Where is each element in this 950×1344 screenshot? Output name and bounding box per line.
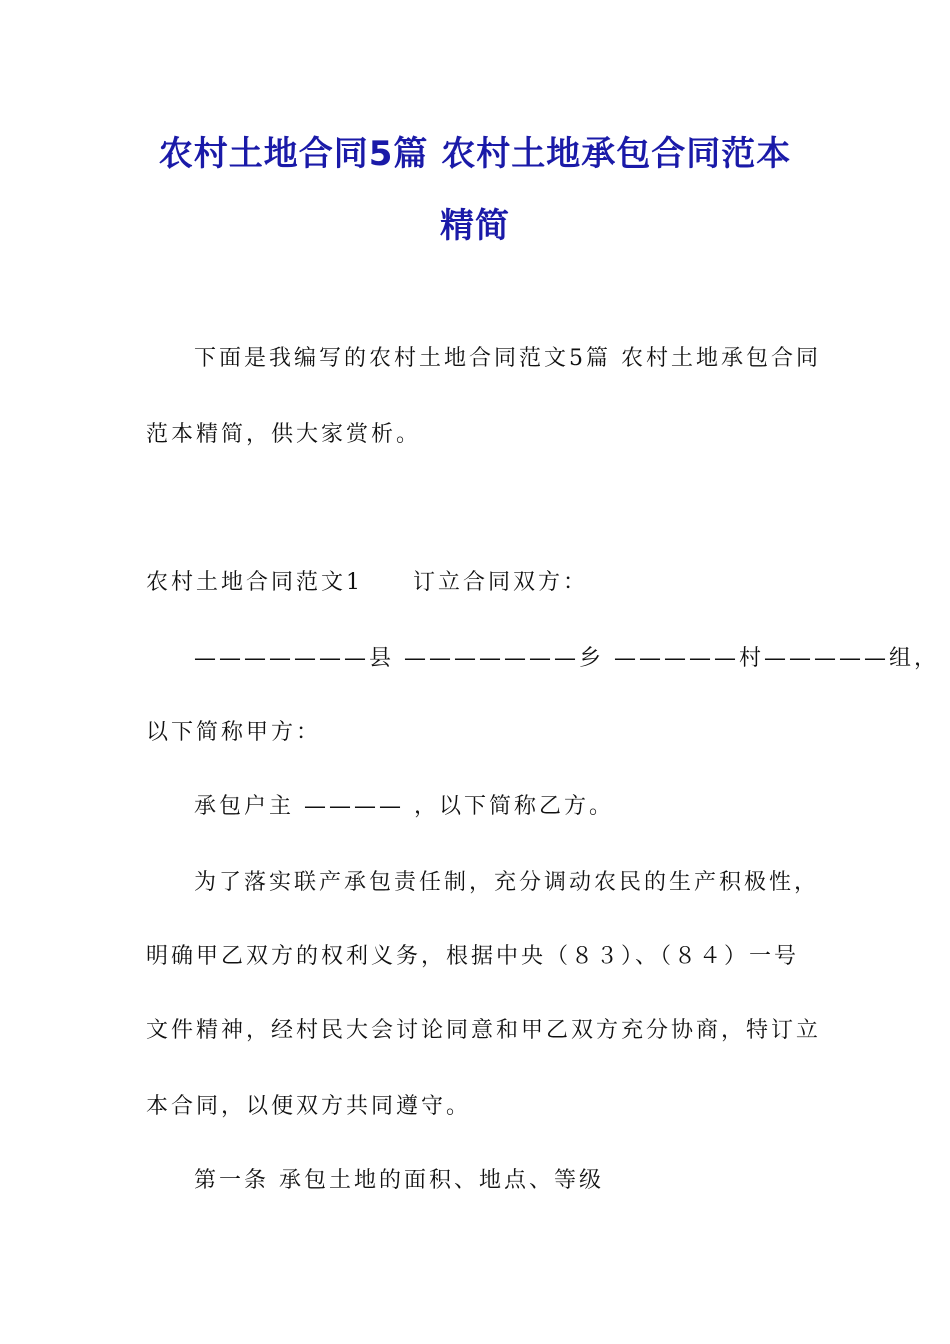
party-a-blank-line: ———————县 ———————乡 —————村—————组，: [194, 646, 939, 671]
section-heading: 农村土地合同范文1 订立合同双方：: [146, 570, 588, 595]
intro-paragraph-line-1: 下面是我编写的农村土地合同范文5篇 农村土地承包合同: [194, 346, 821, 371]
purpose-paragraph-line-3: 文件精神，经村民大会讨论同意和甲乙双方充分协商，特订立: [146, 1018, 822, 1043]
party-a-label: 以下简称甲方：: [146, 720, 322, 745]
party-b-line: 承包户主 ———— ，以下简称乙方。: [194, 794, 614, 819]
purpose-paragraph-line-4: 本合同，以便双方共同遵守。: [146, 1094, 472, 1119]
intro-paragraph-line-2: 范本精简，供大家赏析。: [146, 422, 422, 447]
document-title-line-2: 精简: [440, 206, 510, 246]
purpose-paragraph-line-1: 为了落实联产承包责任制，充分调动农民的生产积极性，: [194, 870, 820, 895]
article-one-heading: 第一条 承包土地的面积、地点、等级: [194, 1168, 604, 1193]
document-title-line-1: 农村土地合同5篇 农村土地承包合同范本: [158, 134, 792, 174]
purpose-paragraph-line-2: 明确甲乙双方的权利义务，根据中央（８３）、（８４）一号: [146, 944, 800, 969]
